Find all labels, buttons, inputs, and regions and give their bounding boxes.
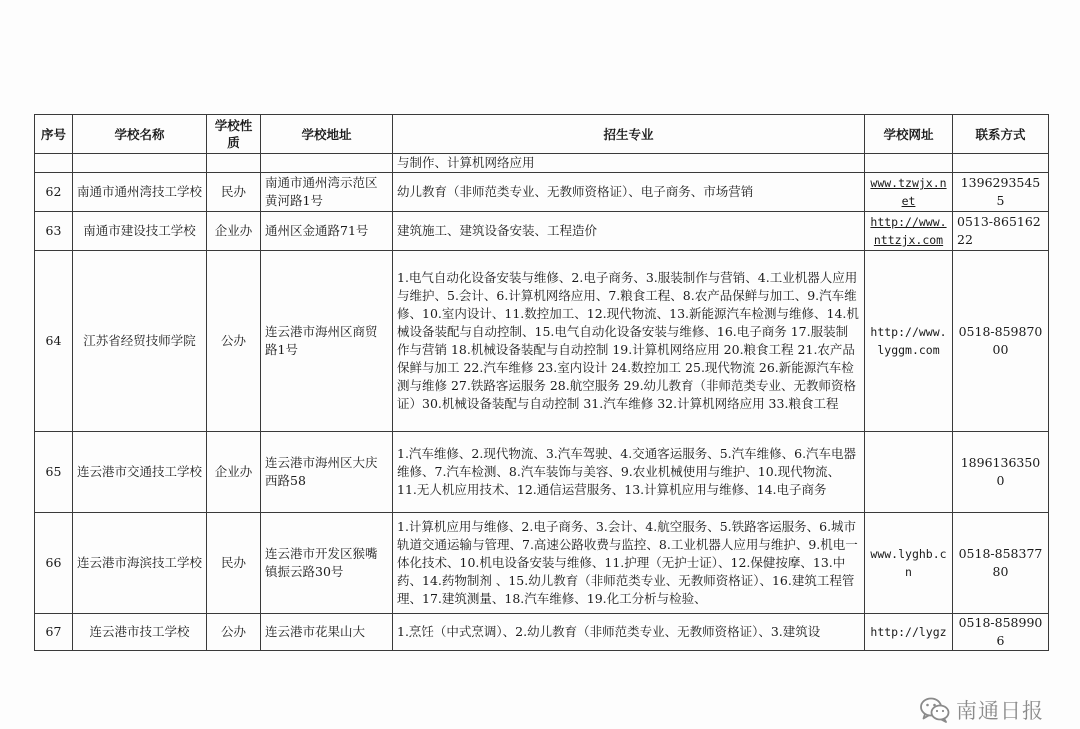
table-row — [35, 251, 1049, 432]
cell-contact: 0518-85837780 — [953, 513, 1049, 614]
header-school-type: 学校性质 — [207, 115, 261, 154]
cell-majors: 1.汽车维修、2.现代物流、3.汽车驾驶、4.交通客运服务、5.汽车维修、6.汽车电器维修、7.汽车检测、8.汽车装饰与美容、9.农业机械使用与维护、10.现代物流、11.无人机应用技术、12.通信运营服务、13.计算机应用与维修、14.电子商务 — [393, 432, 865, 513]
cell-school-name: 连云港市交通技工学校 — [73, 432, 207, 513]
cell-school-type: 企业办 — [207, 212, 261, 251]
cell-majors: 幼儿教育（非师范类专业、无教师资格证）、电子商务、市场营销 — [393, 173, 865, 212]
cell-address: 通州区金通路71号 — [261, 212, 393, 251]
cell-empty — [35, 154, 73, 173]
cell-seq: 62 — [35, 173, 73, 212]
header-address: 学校地址 — [261, 115, 393, 154]
cell-school-type: 公办 — [207, 251, 261, 432]
website-link[interactable]: www.lyghb.cn — [865, 513, 953, 614]
cell-school-type: 民办 — [207, 513, 261, 614]
cell-school-name: 江苏省经贸技师学院 — [73, 251, 207, 432]
cell-seq: 63 — [35, 212, 73, 251]
cell-seq: 65 — [35, 432, 73, 513]
table-row — [35, 614, 1049, 651]
cell-majors: 1.烹饪（中式烹调）、2.幼儿教育（非师范类专业、无教师资格证）、3.建筑设 — [393, 614, 865, 651]
cell-empty — [261, 154, 393, 173]
header-contact: 联系方式 — [953, 115, 1049, 154]
watermark-text: 南通日报 — [956, 699, 1044, 723]
cell-school-type: 公办 — [207, 614, 261, 651]
school-table — [34, 114, 1049, 651]
cell-majors: 建筑施工、建筑设备安装、工程造价 — [393, 212, 865, 251]
cell-empty — [207, 154, 261, 173]
cell-school-name: 连云港市海滨技工学校 — [73, 513, 207, 614]
website-link[interactable]: http://www.nttzjx.com — [865, 212, 953, 251]
cell-seq: 66 — [35, 513, 73, 614]
cell-majors: 1.电气自动化设备安装与维修、2.电子商务、3.服装制作与营销、4.工业机器人应用与维护、5.会计、6.计算机网络应用、7.粮食工程、8.农产品保鲜与加工、9.汽车维修、10.室内设计、11.数控加工、12.现代物流、13.新能源汽车检测与维修、14.机械设备装配与自动控制、15.电气自动化设备安装与维修、16.电子商务 17.服装制作与营销 18.机械设备装配与自动控制 19.计算机网络应用 20.粮食工程 21.农产品保鲜与加工 22.汽车维修 23.室内设计 24.数控加工 25.现代物流 26.新能源汽车检测与维修 27.铁路客运服务 28.航空服务 29.幼儿教育（非师范类专业、无教师资格证）30.机械设备装配与自动控制 31.汽车维修 32.计算机网络应用 33.粮食工程 — [393, 251, 865, 432]
table-row — [35, 173, 1049, 212]
header-website: 学校网址 — [865, 115, 953, 154]
header-seq: 序号 — [35, 115, 73, 154]
cell-empty — [953, 154, 1049, 173]
table-row-continuation — [35, 154, 1049, 173]
cell-empty — [73, 154, 207, 173]
cell-contact: 13962935455 — [953, 173, 1049, 212]
table-row — [35, 212, 1049, 251]
header-majors: 招生专业 — [393, 115, 865, 154]
cell-address: 连云港市海州区商贸路1号 — [261, 251, 393, 432]
cell-school-type: 民办 — [207, 173, 261, 212]
cell-address: 连云港市花果山大 — [261, 614, 393, 651]
cell-majors: 与制作、计算机网络应用 — [393, 154, 865, 173]
cell-address: 连云港市开发区猴嘴镇振云路30号 — [261, 513, 393, 614]
header-school-name: 学校名称 — [73, 115, 207, 154]
table-row — [35, 513, 1049, 614]
cell-contact: 18961363500 — [953, 432, 1049, 513]
cell-address: 南通市通州湾示范区黄河路1号 — [261, 173, 393, 212]
cell-school-name: 南通市建设技工学校 — [73, 212, 207, 251]
cell-empty — [865, 154, 953, 173]
newspaper-watermark — [920, 695, 1044, 725]
cell-seq: 67 — [35, 614, 73, 651]
cell-school-type: 企业办 — [207, 432, 261, 513]
wechat-icon — [920, 697, 950, 723]
cell-majors: 1.计算机应用与维修、2.电子商务、3.会计、4.航空服务、5.铁路客运服务、6.城市轨道交通运输与管理、7.高速公路收费与监控、8.工业机器人应用与维护、9.机电一体化技术、10.机电设备安装与维修、11.护理（无护士证）、12.保健按摩、13.中药、14.药物制剂 、15.幼儿教育（非师范类专业、无教师资格证）、16.建筑工程管理、17.建筑测量、18.汽车维修、19.化工分析与检验、 — [393, 513, 865, 614]
website-link[interactable]: www.tzwjx.net — [865, 173, 953, 212]
website-link[interactable]: http://lygz — [865, 614, 953, 651]
cell-contact: 0518-8589906 — [953, 614, 1049, 651]
cell-address: 连云港市海州区大庆西路58 — [261, 432, 393, 513]
table-row — [35, 432, 1049, 513]
website-link[interactable] — [865, 432, 953, 513]
cell-contact: 0513-86516222 — [953, 212, 1049, 251]
cell-contact: 0518-85987000 — [953, 251, 1049, 432]
cell-school-name: 连云港市技工学校 — [73, 614, 207, 651]
cell-seq: 64 — [35, 251, 73, 432]
table-header-row — [35, 115, 1049, 154]
cell-school-name: 南通市通州湾技工学校 — [73, 173, 207, 212]
website-link[interactable]: http://www.lyggm.com — [865, 251, 953, 432]
